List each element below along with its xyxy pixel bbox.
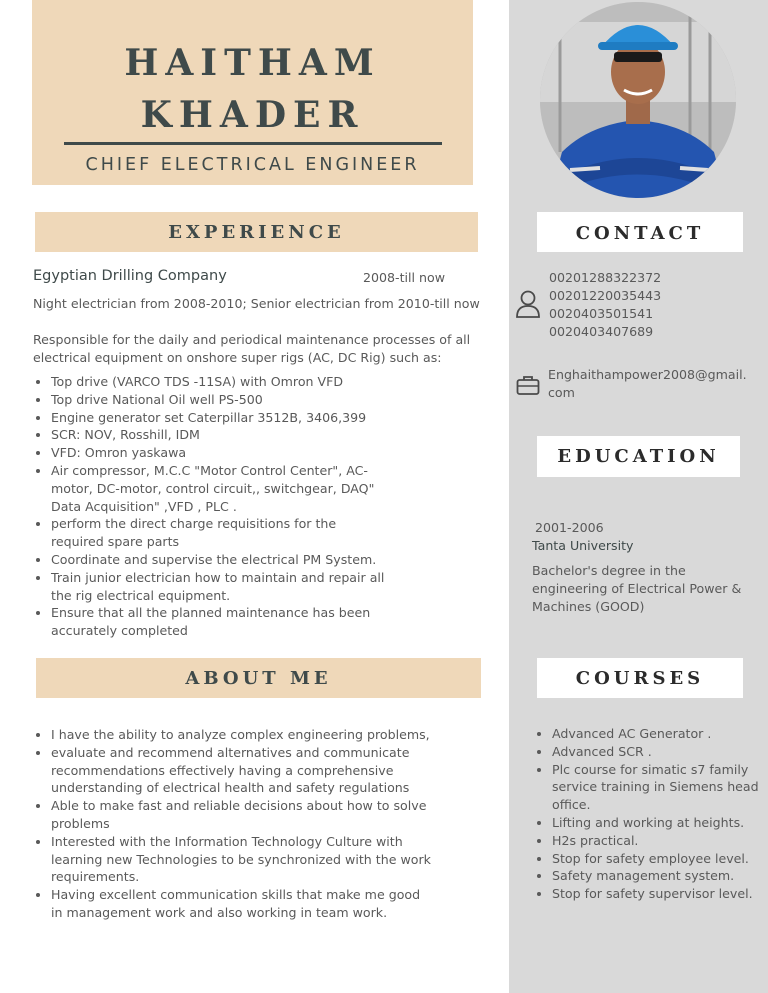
education-school: Tanta University xyxy=(532,538,634,553)
education-heading: EDUCATION xyxy=(537,436,740,477)
last-name: KHADER xyxy=(140,94,365,136)
list-item: • Stop for safety supervisor level. xyxy=(552,885,764,903)
experience-summary: Responsible for the daily and periodical maintenance processes of all electrical equipment on onshore super rigs (AC, DC Rig) such as: xyxy=(33,332,471,365)
list-item: • Ensure that all the planned maintenance has been accurately completed xyxy=(51,604,389,640)
list-item: • Engine generator set Caterpillar 3512B, 3406,399 xyxy=(51,409,389,427)
list-item: • evaluate and recommend alternatives and communicate recommendations effectively having a comprehensive understanding of electrical health and safety regulations xyxy=(51,744,431,797)
phone-number: 00201220035443 xyxy=(549,288,662,303)
list-item: • Advanced SCR . xyxy=(552,743,764,761)
about-list xyxy=(32,726,431,922)
education-years: 2001-2006 xyxy=(535,520,604,535)
list-item: • Coordinate and supervise the electrical PM System. xyxy=(51,551,389,569)
list-item: • Plc course for simatic s7 family service training in Siemens head office. xyxy=(552,761,764,814)
experience-roles: Night electrician from 2008-2010; Senior electrician from 2010-till now xyxy=(33,296,480,311)
list-item: • Air compressor, M.C.C "Motor Control Center", AC-motor, DC-motor, control circuit,, switchgear, DAQ" Data Acquisition" ,VFD , PLC . xyxy=(51,462,389,515)
list-item: • Train junior electrician how to maintain and repair all the rig electrical equipment. xyxy=(51,569,389,605)
list-item: • Able to make fast and reliable decisions about how to solve problems xyxy=(51,797,431,833)
list-item: • Top drive (VARCO TDS -11SA) with Omron VFD xyxy=(51,373,389,391)
experience-period: 2008-till now xyxy=(363,270,446,285)
phone-number: 0020403407689 xyxy=(549,324,654,339)
list-item: • Stop for safety employee level. xyxy=(552,850,764,868)
list-item: • Advanced AC Generator . xyxy=(552,725,764,743)
list-item: • perform the direct charge requisitions for the required spare parts xyxy=(51,515,389,551)
list-item: • Top drive National Oil well PS-500 xyxy=(51,391,389,409)
briefcase-icon xyxy=(516,374,540,400)
profile-photo-illustration xyxy=(540,2,736,198)
experience-list xyxy=(32,373,389,640)
list-item: • SCR: NOV, Rosshill, IDM xyxy=(51,426,389,444)
list-item: • Safety management system. xyxy=(552,867,764,885)
email-address[interactable]: Enghaithampower2008@gmail.com xyxy=(548,367,747,400)
list-item: • Having excellent communication skills that make me good in management work and also working in team work. xyxy=(51,886,431,922)
phone-number: 0020403501541 xyxy=(549,306,654,321)
education-degree: Bachelor's degree in the engineering of Electrical Power & Machines (GOOD) xyxy=(532,563,742,614)
contact-heading: CONTACT xyxy=(537,212,743,252)
company-name: Egyptian Drilling Company xyxy=(33,268,227,284)
courses-list xyxy=(533,725,764,903)
courses-heading: COURSES xyxy=(537,658,743,698)
name-header xyxy=(32,0,473,185)
name-divider xyxy=(64,142,442,145)
profile-photo xyxy=(540,2,736,198)
person-icon xyxy=(515,289,541,323)
list-item: • I have the ability to analyze complex engineering problems, xyxy=(51,726,431,744)
experience-heading: EXPERIENCE xyxy=(35,212,478,252)
list-item: • Interested with the Information Technology Culture with learning new Technologies to be synchronized with the work requirements. xyxy=(51,833,431,886)
list-item: • Lifting and working at heights. xyxy=(552,814,764,832)
first-name: HAITHAM xyxy=(124,42,381,84)
list-item: • H2s practical. xyxy=(552,832,764,850)
phone-number: 00201288322372 xyxy=(549,270,662,285)
phone-list xyxy=(549,269,661,341)
list-item: • VFD: Omron yaskawa xyxy=(51,444,389,462)
about-heading: ABOUT ME xyxy=(36,658,481,698)
job-title: CHIEF ELECTRICAL ENGINEER xyxy=(85,155,420,175)
